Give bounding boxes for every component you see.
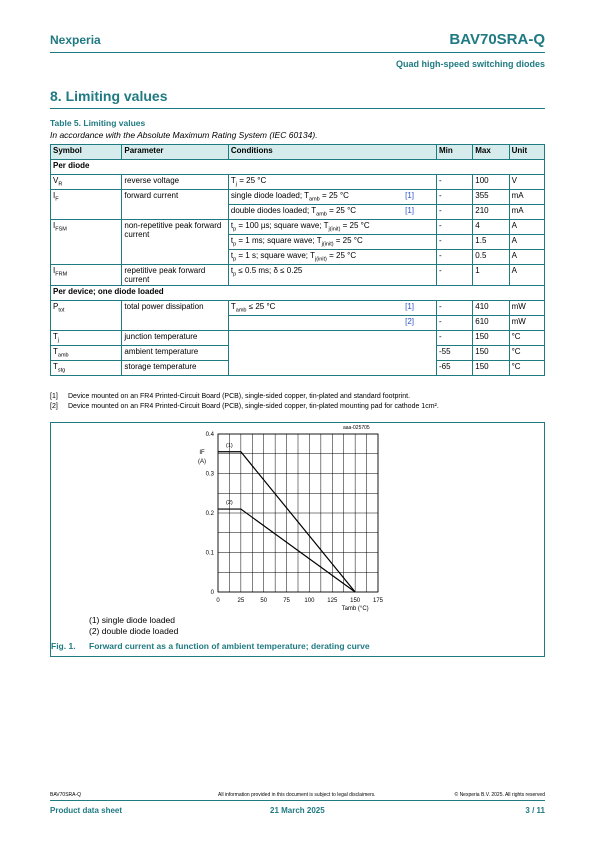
symbol-cell: $I_F$ <box>51 190 122 220</box>
table-row <box>51 331 545 346</box>
unit-cell: mW <box>509 316 544 331</box>
conditions-cell: $t_p = 1$ ms; square wave; $T_{j(init)} = 25$ °C <box>228 235 436 250</box>
max-cell: 150 <box>473 361 509 376</box>
col-header: Min <box>437 145 473 160</box>
symbol-cell: $V_R$ <box>51 175 122 190</box>
unit-cell: A <box>509 265 544 286</box>
parameter-cell: storage temperature <box>122 361 229 376</box>
min-cell: -65 <box>437 361 473 376</box>
unit-cell: A <box>509 235 544 250</box>
unit-cell: mA <box>509 205 544 220</box>
section-title: 8. Limiting values <box>50 88 168 104</box>
col-header: Symbol <box>51 145 122 160</box>
parameter-cell: junction temperature <box>122 331 229 346</box>
table-note: In accordance with the Absolute Maximum Rating System (IEC 60134). <box>50 130 318 140</box>
x-tick-label: 150 <box>350 598 361 604</box>
footer-copyright: © Nexperia B.V. 2025. All rights reserved <box>454 792 545 798</box>
figure-id: aaa-025705 <box>343 425 370 431</box>
x-tick-label: 25 <box>237 598 245 604</box>
footnote-ref-link[interactable]: [2] <box>405 317 415 326</box>
symbol-cell: $I_{FSM}$ <box>51 220 122 265</box>
conditions-cell: double diodes loaded; $T_{amb} = 25$ °C [1] <box>228 205 436 220</box>
symbol-cell: $T_{amb}$ <box>51 346 122 361</box>
conditions-cell <box>228 316 436 331</box>
col-header: Parameter <box>122 145 229 160</box>
x-tick-label: 100 <box>304 598 315 604</box>
x-tick-label: 175 <box>372 598 384 604</box>
product-subtitle: Quad high-speed switching diodes <box>395 59 545 69</box>
group-label: Per diode <box>51 160 545 175</box>
product-code: BAV70SRA-Q <box>449 31 545 48</box>
min-cell: - <box>437 301 473 316</box>
unit-cell: A <box>509 220 544 235</box>
table-header-row <box>51 145 545 160</box>
min-cell: - <box>437 250 473 265</box>
y-tick-label: 0 <box>210 590 214 596</box>
min-cell: - <box>437 235 473 250</box>
parameter-cell: ambient temperature <box>122 346 229 361</box>
footer-doc-id: BAV70SRA-Q <box>50 792 82 798</box>
table-row <box>51 190 545 205</box>
max-cell: 355 <box>473 190 509 205</box>
min-cell: - <box>437 205 473 220</box>
max-cell: 150 <box>473 331 509 346</box>
symbol-cell: $T_j$ <box>51 331 122 346</box>
footnote: [1] Device mounted on an FR4 Printed-Circuit Board (PCB), single-sided copper, tin-plated and standard footprint. <box>50 393 411 400</box>
conditions-cell: $t_p = 1$ s; square wave; $T_{j(init)} = 25$ °C <box>228 250 436 265</box>
footer-doc-type: Product data sheet <box>50 806 123 815</box>
max-cell: 410 <box>473 301 509 316</box>
max-cell: 4 <box>473 220 509 235</box>
symbol-cell: $P_{tot}$ <box>51 301 122 331</box>
footer-page: 3 / 11 <box>525 806 545 815</box>
brand-name: Nexperia <box>50 33 101 47</box>
footer-date: 21 March 2025 <box>270 806 325 815</box>
max-cell: 150 <box>473 346 509 361</box>
y-tick-label: 0.2 <box>205 511 214 517</box>
col-header: Unit <box>509 145 544 160</box>
unit-cell: V <box>509 175 544 190</box>
group-label: Per device; one diode loaded <box>51 286 545 301</box>
unit-cell: °C <box>509 331 544 346</box>
limiting-values-table <box>50 144 545 376</box>
max-cell: 1.5 <box>473 235 509 250</box>
unit-cell: mW <box>509 301 544 316</box>
col-header: Conditions <box>228 145 436 160</box>
header-rule <box>50 52 545 53</box>
legend-item: (1) single diode loaded <box>89 615 176 625</box>
footer-disclaimer: All information provided in this document is subject to legal disclaimers. <box>218 792 376 798</box>
min-cell: - <box>437 316 473 331</box>
x-axis-label: Tamb (°C) <box>341 606 369 612</box>
min-cell: -55 <box>437 346 473 361</box>
parameter-cell: reverse voltage <box>122 175 229 190</box>
footer-rule <box>50 800 545 801</box>
parameter-cell: repetitive peak forward current <box>122 265 229 286</box>
conditions-cell: $T_j = 25$ °C <box>228 175 436 190</box>
y-tick-label: 0.1 <box>205 550 214 557</box>
max-cell: 100 <box>473 175 509 190</box>
max-cell: 0.5 <box>473 250 509 265</box>
conditions-cell: $T_{amb} \le 25$ °C [1] <box>228 301 436 316</box>
x-tick-label: 125 <box>327 598 338 604</box>
y-axis-label: IF <box>199 450 205 456</box>
legend-item: (2) double diode loaded <box>89 626 179 636</box>
figure-caption: Fig. 1. Forward current as a function of ambient temperature; derating curve <box>51 641 370 651</box>
max-cell: 610 <box>473 316 509 331</box>
min-cell: - <box>437 190 473 205</box>
conditions-cell: single diode loaded; $T_{amb} = 25$ °C [1] <box>228 190 436 205</box>
parameter-cell: forward current <box>122 190 229 220</box>
x-tick-label: 0 <box>216 598 220 604</box>
table-row <box>51 265 545 286</box>
conditions-cell <box>228 331 436 376</box>
group-row <box>51 286 545 301</box>
parameter-cell: non-repetitive peak forward current <box>122 220 229 265</box>
min-cell: - <box>437 175 473 190</box>
symbol-cell: $I_{FRM}$ <box>51 265 122 286</box>
conditions-cell: $t_p \le 0.5$ ms; δ ≤ 0.25 <box>228 265 436 286</box>
section-rule <box>50 108 545 109</box>
parameter-cell: total power dissipation <box>122 301 229 331</box>
footnote: [2] Device mounted on an FR4 Printed-Circuit Board (PCB), single-sided copper, tin-plated mounting pad for cathode 1cm². <box>50 403 439 410</box>
min-cell: - <box>437 220 473 235</box>
max-cell: 1 <box>473 265 509 286</box>
table-row <box>51 220 545 235</box>
x-tick-label: 75 <box>283 598 290 604</box>
footnote-ref-link[interactable]: [1] <box>405 206 415 215</box>
table-row <box>51 301 545 316</box>
min-cell: - <box>437 331 473 346</box>
unit-cell: °C <box>509 361 544 376</box>
y-tick-label: 0.3 <box>205 471 214 478</box>
series-label: (1) <box>226 442 233 449</box>
unit-cell: A <box>509 250 544 265</box>
footnote-ref-link[interactable]: [1] <box>405 191 415 200</box>
min-cell: - <box>437 265 473 286</box>
unit-cell: mA <box>509 190 544 205</box>
group-row <box>51 160 545 175</box>
col-header: Max <box>473 145 509 160</box>
unit-cell: °C <box>509 346 544 361</box>
footnote-ref-link[interactable]: [1] <box>405 302 415 311</box>
x-tick-label: 50 <box>260 598 268 604</box>
series-label: (2) <box>226 500 233 507</box>
y-tick-label: 0.4 <box>205 432 214 438</box>
table-title: Table 5. Limiting values <box>50 118 146 128</box>
symbol-cell: $T_{stg}$ <box>51 361 122 376</box>
derating-chart <box>190 424 400 619</box>
y-axis-unit: (A) <box>198 459 206 465</box>
conditions-cell: $t_p = 100$ µs; square wave; $T_{j(init)} = 25$ °C <box>228 220 436 235</box>
table-row <box>51 175 545 190</box>
max-cell: 210 <box>473 205 509 220</box>
